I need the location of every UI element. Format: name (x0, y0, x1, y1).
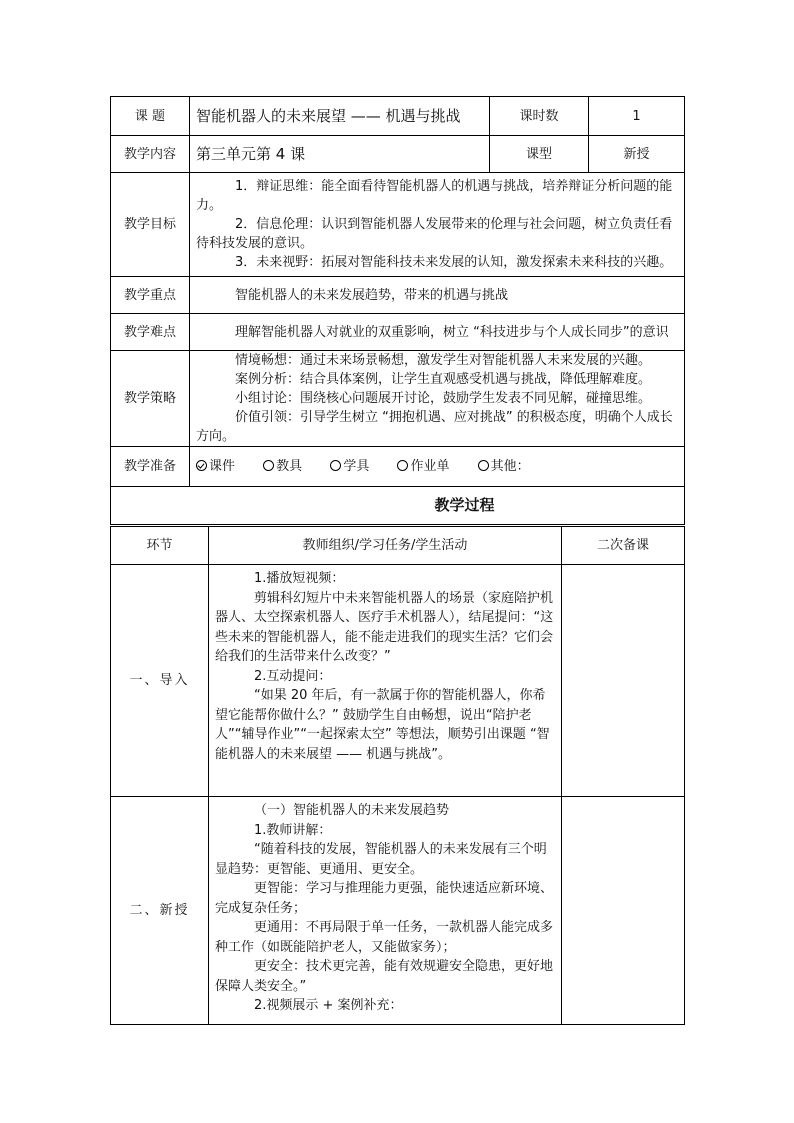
content-value: 第三单元第 4 课 (190, 136, 490, 173)
strategy-label: 教学策略 (111, 351, 190, 447)
prep-option-courseware[interactable]: 课件 (196, 459, 235, 474)
intro-line-4: “如果 20 年后，有一款属于你的智能机器人，你希望它能帮你做什么？” 鼓励学生自由畅想，说出“陪护老人”“辅导作业”“一起探索太空” 等想法，顺势引出课题 “智能机器人的未来展望 —— 机遇与挑战”。 (215, 688, 550, 762)
intro-line-3: 2.互动提问： (254, 668, 332, 684)
content-label: 教学内容 (111, 136, 190, 173)
goal-2: 2．信息伦理：认识到智能机器人发展带来的伦理与社会问题，树立负责任看待科技发展的意识。 (196, 217, 673, 251)
stage-new-label: 二、新授 (111, 797, 209, 1025)
circle-icon (397, 460, 408, 471)
new-line-1: （一）智能机器人的未来发展趋势 (254, 803, 450, 818)
course-title: 智能机器人的未来展望 —— 机遇与挑战 (190, 97, 490, 136)
new-line-3: “随着科技的发展，智能机器人的未来发展有三个明显趋势：更智能、更通用、更安全。 (215, 842, 547, 877)
strategy-cell (190, 351, 685, 447)
type-label: 课型 (490, 136, 589, 173)
stage-intro-content (209, 565, 562, 797)
new-line-6: 更安全：技术更完善，能有效规避安全隐患，更好地保障人类安全。” (215, 959, 554, 994)
stage-new-content (209, 797, 562, 1025)
prep-option-teaching-aids[interactable]: 教具 (263, 459, 302, 474)
prep-option-other[interactable]: 其他： (478, 459, 530, 474)
difficult-label: 教学难点 (111, 314, 190, 351)
goals-cell (190, 173, 685, 277)
strategy-2: 案例分析：结合具体案例，让学生直观感受机遇与挑战，降低理解难度。 (235, 372, 652, 387)
circle-icon (478, 460, 489, 471)
new-second-prep (562, 797, 685, 1025)
goals-label: 教学目标 (111, 173, 190, 277)
goal-1: 1．辩证思维：能全面看待智能机器人的机遇与挑战，培养辩证分析问题的能力。 (196, 179, 673, 213)
goal-3: 3．未来视野：拓展对智能科技未来发展的认知，激发探索未来科技的兴趣。 (235, 255, 673, 270)
key-value: 智能机器人的未来发展趋势，带来的机遇与挑战 (190, 277, 685, 314)
prep-label: 教学准备 (111, 447, 190, 487)
intro-second-prep (562, 565, 685, 797)
checked-circle-icon (196, 460, 207, 471)
new-line-4: 更智能：学习与推理能力更强，能快速适应新环境、完成复杂任务； (215, 881, 554, 916)
difficult-value: 理解智能机器人对就业的双重影响，树立 “科技进步与个人成长同步”的意识 (190, 314, 685, 351)
process-table (110, 526, 685, 1025)
col-stage-header: 环节 (111, 527, 209, 565)
lesson-info-table (110, 96, 685, 525)
prep-options (190, 447, 685, 487)
course-label: 课 题 (111, 97, 190, 136)
process-title-cell (111, 487, 685, 525)
col-activity-header: 教师组织/学习任务/学生活动 (209, 527, 562, 565)
prep-option-worksheet[interactable]: 作业单 (397, 459, 449, 474)
new-line-7: 2.视频展示 + 案例补充： (254, 998, 403, 1013)
strategy-3: 小组讨论：围绕核心问题展开讨论，鼓励学生发表不同见解，碰撞思维。 (235, 391, 652, 406)
circle-icon (263, 460, 274, 471)
new-line-5: 更通用：不再局限于单一任务，一款机器人能完成多种工作（如既能陪护老人，又能做家务）； (215, 920, 554, 955)
stage-intro-label: 一、导入 (111, 565, 209, 797)
strategy-1: 情境畅想：通过未来场景畅想，激发学生对智能机器人未来发展的兴趣。 (235, 353, 652, 368)
new-line-2: 1.教师讲解： (254, 822, 332, 838)
intro-line-1: 1.播放短视频： (254, 571, 345, 586)
key-label: 教学重点 (111, 277, 190, 314)
strategy-4: 价值引领：引导学生树立 “拥抱机遇、应对挑战” 的积极态度，明确个人成长方向。 (196, 410, 673, 444)
circle-icon (330, 460, 341, 471)
hours-value: 1 (589, 97, 685, 136)
prep-option-learning-tools[interactable]: 学具 (330, 459, 369, 474)
intro-line-2: 剪辑科幻短片中未来智能机器人的场景（家庭陪护机器人、太空探索机器人、医疗手术机器人），结尾提问：“这些未来的智能机器人，能不能走进我们的现实生活？它们会给我们的生活带来什么改变？” (215, 590, 554, 664)
type-value: 新授 (589, 136, 685, 173)
process-title: 教学过程 (434, 495, 495, 514)
hours-label: 课时数 (490, 97, 589, 136)
col-second-header: 二次备课 (562, 527, 685, 565)
